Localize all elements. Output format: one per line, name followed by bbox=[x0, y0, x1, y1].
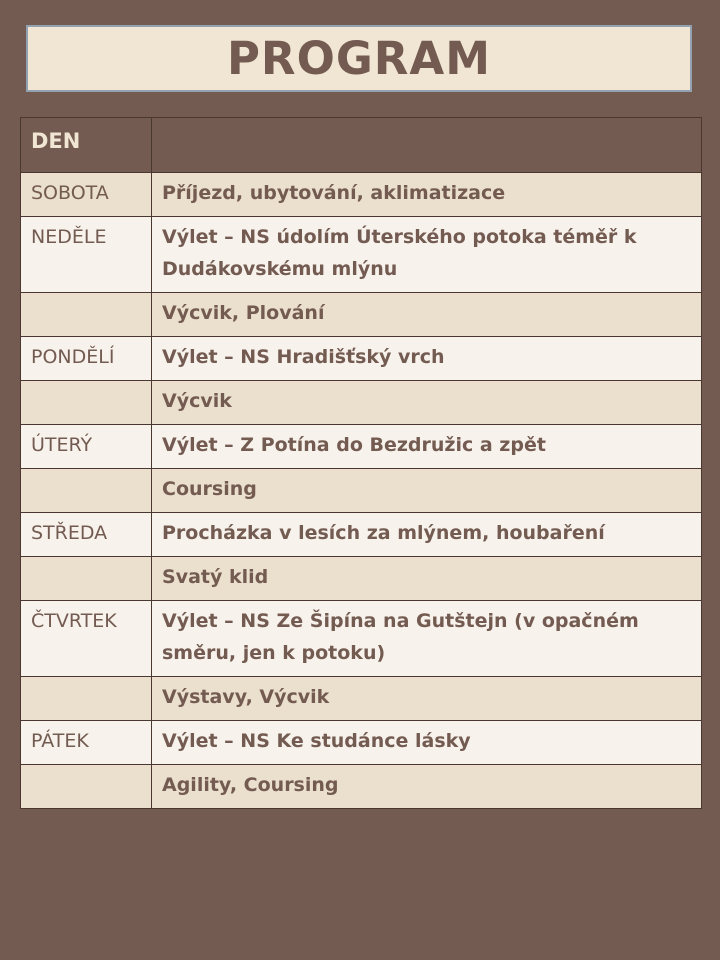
day-cell: ČTVRTEK bbox=[21, 601, 152, 677]
table-row bbox=[21, 721, 702, 765]
table-row bbox=[21, 425, 702, 469]
table-row bbox=[21, 601, 702, 677]
table-row bbox=[21, 293, 702, 337]
table-row bbox=[21, 381, 702, 425]
column-header-day: DEN bbox=[21, 118, 152, 173]
activity-cell: Výlet – NS Ke studánce lásky bbox=[152, 721, 702, 765]
table-header-row bbox=[21, 118, 702, 173]
day-cell bbox=[21, 293, 152, 337]
day-cell: PÁTEK bbox=[21, 721, 152, 765]
day-cell bbox=[21, 557, 152, 601]
day-cell: SOBOTA bbox=[21, 173, 152, 217]
activity-cell: Výstavy, Výcvik bbox=[152, 677, 702, 721]
day-cell: STŘEDA bbox=[21, 513, 152, 557]
table-row bbox=[21, 765, 702, 809]
day-cell bbox=[21, 765, 152, 809]
activity-cell: Coursing bbox=[152, 469, 702, 513]
activity-cell: Výlet – NS údolím Úterského potoka téměř k Dudákovskému mlýnu bbox=[152, 217, 702, 293]
activity-cell: Agility, Coursing bbox=[152, 765, 702, 809]
activity-cell: Výlet – NS Hradišťský vrch bbox=[152, 337, 702, 381]
activity-cell: Svatý klid bbox=[152, 557, 702, 601]
activity-cell: Výcvik, Plování bbox=[152, 293, 702, 337]
table-row bbox=[21, 513, 702, 557]
activity-cell: Výlet – Z Potína do Bezdružic a zpět bbox=[152, 425, 702, 469]
program-table bbox=[20, 117, 702, 809]
activity-cell: Výlet – NS Ze Šipína na Gutštejn (v opačném směru, jen k potoku) bbox=[152, 601, 702, 677]
day-cell bbox=[21, 469, 152, 513]
table-row bbox=[21, 337, 702, 381]
activity-cell: Procházka v lesích za mlýnem, houbaření bbox=[152, 513, 702, 557]
day-cell bbox=[21, 677, 152, 721]
column-header-activity bbox=[152, 118, 702, 173]
table-row bbox=[21, 217, 702, 293]
table-row bbox=[21, 469, 702, 513]
activity-cell: Příjezd, ubytování, aklimatizace bbox=[152, 173, 702, 217]
table-row bbox=[21, 557, 702, 601]
day-cell: ÚTERÝ bbox=[21, 425, 152, 469]
day-cell: PONDĚLÍ bbox=[21, 337, 152, 381]
activity-cell: Výcvik bbox=[152, 381, 702, 425]
table-row bbox=[21, 677, 702, 721]
day-cell: NEDĚLE bbox=[21, 217, 152, 293]
title-banner bbox=[26, 25, 692, 92]
page-title: PROGRAM bbox=[226, 32, 492, 85]
table-row bbox=[21, 173, 702, 217]
table-body bbox=[21, 173, 702, 809]
day-cell bbox=[21, 381, 152, 425]
